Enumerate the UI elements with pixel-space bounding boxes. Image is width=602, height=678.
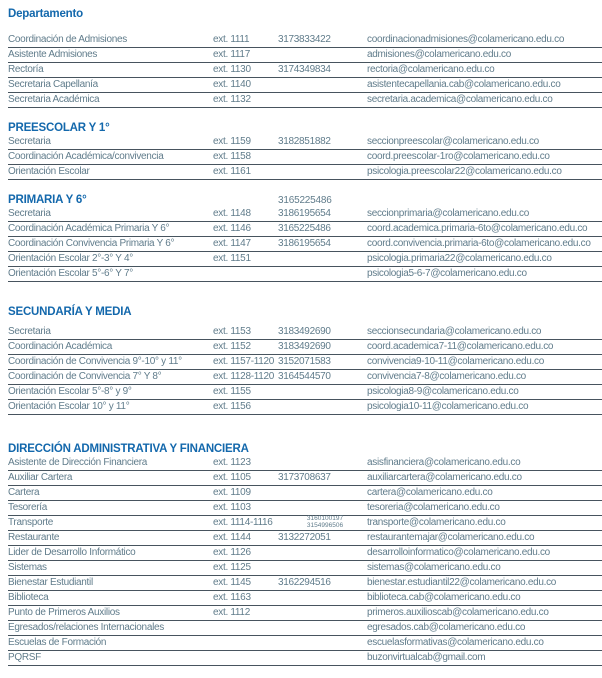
row-extension: ext. 1152: [213, 341, 251, 352]
table-row: [8, 78, 602, 93]
row-phone-line: 3154996506: [306, 521, 344, 529]
row-extension: ext. 1117: [213, 49, 250, 60]
row-extension: ext. 1132: [213, 94, 251, 105]
row-phone: [273, 280, 365, 281]
row-department-name: Coordinación Académica/convivencia: [8, 151, 164, 162]
row-extension: [213, 634, 273, 635]
row-email: psicologia8-9@colamericano.edu.co: [367, 386, 519, 397]
table-row: [8, 516, 602, 531]
section-heading: PREESCOLAR Y 1°: [8, 122, 110, 134]
row-department-name: Secretaria: [8, 136, 51, 147]
table-row: [8, 33, 602, 48]
section-heading-row: [8, 443, 602, 455]
department-section: [8, 33, 602, 108]
table-row: [8, 621, 602, 636]
row-email: psicologia.preescolar22@colamericano.edu.co: [367, 166, 562, 177]
row-department-name: Tesorería: [8, 502, 47, 513]
row-extension: ext. 1161: [213, 166, 251, 177]
section-rows: [8, 456, 602, 666]
row-department-name: Escuelas de Formación: [8, 637, 107, 648]
department-section: [8, 306, 602, 415]
row-email: psicologia5-6-7@colamericano.edu.co: [367, 268, 527, 279]
row-department-name: Cartera: [8, 487, 40, 498]
row-extension: ext. 1128-1120: [213, 371, 275, 382]
table-row: [8, 456, 602, 471]
row-email: restaurantemajar@colamericano.edu.co: [367, 532, 535, 543]
row-email: primeros.auxilioscab@colamericano.edu.co: [367, 607, 549, 618]
row-email: convivencia9-10-11@colamericano.edu.co: [367, 356, 545, 367]
row-extension: ext. 1125: [213, 562, 251, 573]
row-phone: [273, 265, 365, 266]
row-department-name: Secretaria Capellanía: [8, 79, 98, 90]
row-phone: [273, 619, 365, 620]
row-extension: ext. 1148: [213, 208, 251, 219]
row-email: coord.academica.primaria-6to@colamericano.edu.co: [367, 223, 588, 234]
row-email: asistentecapellania.cab@colamericano.edu.co: [367, 79, 561, 90]
row-email: bienestar.estudiantil22@colamericano.edu.co: [367, 577, 557, 588]
row-phone: 3183492690: [278, 341, 331, 352]
table-row: [8, 651, 602, 666]
row-extension: [213, 664, 273, 665]
row-email: seccionpreescolar@colamericano.edu.co: [367, 136, 539, 147]
row-email: psicologia10-11@colamericano.edu.co: [367, 401, 529, 412]
row-extension: ext. 1153: [213, 326, 251, 337]
row-department-name: Orientación Escolar 10° y 11°: [8, 401, 130, 412]
row-extension: ext. 1157-1120: [213, 356, 275, 367]
section-rows: [8, 207, 602, 282]
row-phone: [273, 634, 365, 635]
row-phone: [273, 664, 365, 665]
row-department-name: Asistente de Dirección Financiera: [8, 457, 148, 468]
section-rows: [8, 135, 602, 180]
row-extension: ext. 1126: [213, 547, 251, 558]
table-row: [8, 237, 602, 252]
row-phone: [273, 516, 365, 530]
row-extension: ext. 1147: [213, 238, 251, 249]
row-email: coord.academica7-11@colamericano.edu.co: [367, 341, 554, 352]
row-department-name: Secretaria Académica: [8, 94, 100, 105]
table-row: [8, 207, 602, 222]
table-row: [8, 531, 602, 546]
row-extension: ext. 1103: [213, 502, 251, 513]
row-email: asisfinanciera@colamericano.edu.co: [367, 457, 521, 468]
row-email: admisiones@colamericano.edu.co: [367, 49, 512, 60]
row-extension: ext. 1105: [213, 472, 251, 483]
row-email: convivencia7-8@colamericano.edu.co: [367, 371, 526, 382]
row-department-name: PQRSF: [8, 652, 41, 663]
table-row: [8, 165, 602, 180]
row-department-name: Rectoría: [8, 64, 44, 75]
table-row: [8, 576, 602, 591]
row-department-name: Coordinación de Admisiones: [8, 34, 127, 45]
row-extension: ext. 1109: [213, 487, 251, 498]
section-heading-row: [8, 194, 602, 206]
row-phone: [273, 499, 365, 500]
table-row: [8, 486, 602, 501]
sections-container: [8, 33, 602, 666]
row-department-name: Coordinación de Convivencia 7° Y 8°: [8, 371, 162, 382]
row-department-name: Restaurante: [8, 532, 60, 543]
section-heading-phone: 3165225486: [278, 195, 332, 206]
row-phone: 3132272051: [278, 532, 331, 543]
row-phone: [273, 163, 365, 164]
table-row: [8, 135, 602, 150]
row-email: seccionprimaria@colamericano.edu.co: [367, 208, 529, 219]
row-department-name: Coordinación de Convivencia 9°-10° y 11°: [8, 356, 182, 367]
row-extension: ext. 1145: [213, 577, 251, 588]
row-department-name: Orientación Escolar 5°-8° y 9°: [8, 386, 132, 397]
row-email: buzonvirtualcab@gmail.com: [367, 652, 486, 663]
row-department-name: Transporte: [8, 517, 53, 528]
row-phone: [273, 398, 365, 399]
table-row: [8, 340, 602, 355]
section-rows: [8, 33, 602, 108]
row-phone: [273, 649, 365, 650]
row-phone: 3183492690: [278, 326, 331, 337]
table-row: [8, 546, 602, 561]
row-department-name: Coordinación Académica Primaria Y 6°: [8, 223, 170, 234]
section-heading: DIRECCIÓN ADMINISTRATIVA Y FINANCIERA: [8, 443, 249, 455]
row-phone: [273, 559, 365, 560]
row-department-name: Secretaria: [8, 208, 51, 219]
section-heading: SECUNDARÍA Y MEDIA: [8, 306, 132, 318]
table-row: [8, 150, 602, 165]
table-row: [8, 636, 602, 651]
row-phone-line: 3160100197: [306, 515, 344, 522]
row-phone: 3173833422: [278, 34, 331, 45]
row-email: biblioteca.cab@colamericano.edu.co: [367, 592, 521, 603]
row-extension: ext. 1123: [213, 457, 251, 468]
row-department-name: Coordinación Académica: [8, 341, 113, 352]
row-department-name: Biblioteca: [8, 592, 49, 603]
row-extension: ext. 1144: [213, 532, 251, 543]
row-phone: [273, 178, 365, 179]
department-section: [8, 194, 602, 282]
table-row: [8, 355, 602, 370]
table-row: [8, 93, 602, 108]
row-extension: [213, 649, 273, 650]
row-email: auxiliarcartera@colamericano.edu.co: [367, 472, 522, 483]
row-extension: ext. 1112: [213, 607, 250, 618]
row-phone: 3152071583: [278, 356, 331, 367]
row-phone: 3164544570: [278, 371, 331, 382]
row-email: tesoreria@colamericano.edu.co: [367, 502, 500, 513]
row-department-name: Lider de Desarrollo Informático: [8, 547, 136, 558]
row-extension: [213, 280, 273, 281]
department-section: [8, 443, 602, 666]
table-row: [8, 385, 602, 400]
row-extension: ext. 1146: [213, 223, 251, 234]
row-department-name: Asistente Admisiones: [8, 49, 98, 60]
row-extension: ext. 1130: [213, 64, 251, 75]
row-department-name: Orientación Escolar 2°-3° Y 4°: [8, 253, 133, 264]
table-row: [8, 325, 602, 340]
row-phone: 3182851882: [278, 136, 331, 147]
section-heading-row: [8, 122, 602, 134]
row-department-name: Egresados/relaciones Internacionales: [8, 622, 164, 633]
row-email: seccionsecundaria@colamericano.edu.co: [367, 326, 542, 337]
row-email: coordinacionadmisiones@colamericano.edu.co: [367, 34, 565, 45]
row-department-name: Sistemas: [8, 562, 47, 573]
row-phone: 3162294516: [278, 577, 331, 588]
row-email: cartera@colamericano.edu.co: [367, 487, 493, 498]
row-department-name: Orientación Escolar: [8, 166, 90, 177]
row-email: coord.preescolar-1ro@colamericano.edu.co: [367, 151, 550, 162]
row-phone: 3186195654: [278, 238, 331, 249]
table-row: [8, 252, 602, 267]
table-row: [8, 501, 602, 516]
row-department-name: Coordinación Convivencia Primaria Y 6°: [8, 238, 175, 249]
row-extension: ext. 1151: [213, 253, 251, 264]
row-extension: ext. 1156: [213, 401, 251, 412]
row-extension: ext. 1158: [213, 151, 251, 162]
department-section: [8, 122, 602, 180]
row-extension: ext. 1163: [213, 592, 251, 603]
row-extension: ext. 1159: [213, 136, 251, 147]
row-phone: [273, 61, 365, 62]
table-row: [8, 222, 602, 237]
row-department-name: Secretaria: [8, 326, 51, 337]
row-department-name: Orientación Escolar 5°-6° Y 7°: [8, 268, 133, 279]
table-row: [8, 370, 602, 385]
row-email: coord.convivencia.primaria-6to@colamericano.edu.co: [367, 238, 591, 249]
table-row: [8, 267, 602, 282]
section-rows: [8, 325, 602, 415]
row-email: secretaria.academica@colamericano.edu.co: [367, 94, 553, 105]
row-phone: [273, 91, 365, 92]
table-row: [8, 471, 602, 486]
row-phone: 3186195654: [278, 208, 331, 219]
row-phone: [273, 106, 365, 107]
row-phone: [273, 574, 365, 575]
row-email: sistemas@colamericano.edu.co: [367, 562, 501, 573]
row-phone: 3174349834: [278, 64, 331, 75]
section-heading: PRIMARIA Y 6°: [8, 194, 87, 206]
page-title: Departamento: [8, 8, 83, 20]
row-email: rectoria@colamericano.edu.co: [367, 64, 495, 75]
row-extension: ext. 1114-1116: [213, 517, 273, 528]
row-extension: ext. 1155: [213, 386, 251, 397]
row-extension: ext. 1140: [213, 79, 251, 90]
row-extension: ext. 1111: [213, 34, 250, 45]
table-row: [8, 63, 602, 78]
row-department-name: Punto de Primeros Auxilios: [8, 607, 120, 618]
row-phone: [273, 413, 365, 414]
row-email: psicologia.primaria22@colamericano.edu.co: [367, 253, 552, 264]
row-department-name: Bienestar Estudiantil: [8, 577, 93, 588]
row-email: transporte@colamericano.edu.co: [367, 517, 506, 528]
table-row: [8, 48, 602, 63]
table-row: [8, 561, 602, 576]
row-phone: 3173708637: [278, 472, 331, 483]
row-phone: 3165225486: [278, 223, 331, 234]
row-email: egresados.cab@colamericano.edu.co: [367, 622, 526, 633]
row-phone: [273, 604, 365, 605]
table-row: [8, 591, 602, 606]
row-email: desarrolloinformatico@colamericano.edu.co: [367, 547, 550, 558]
row-email: escuelasformativas@colamericano.edu.co: [367, 637, 544, 648]
row-phone: [273, 469, 365, 470]
section-heading-row: [8, 306, 602, 318]
table-row: [8, 606, 602, 621]
row-department-name: Auxiliar Cartera: [8, 472, 73, 483]
table-row: [8, 400, 602, 415]
